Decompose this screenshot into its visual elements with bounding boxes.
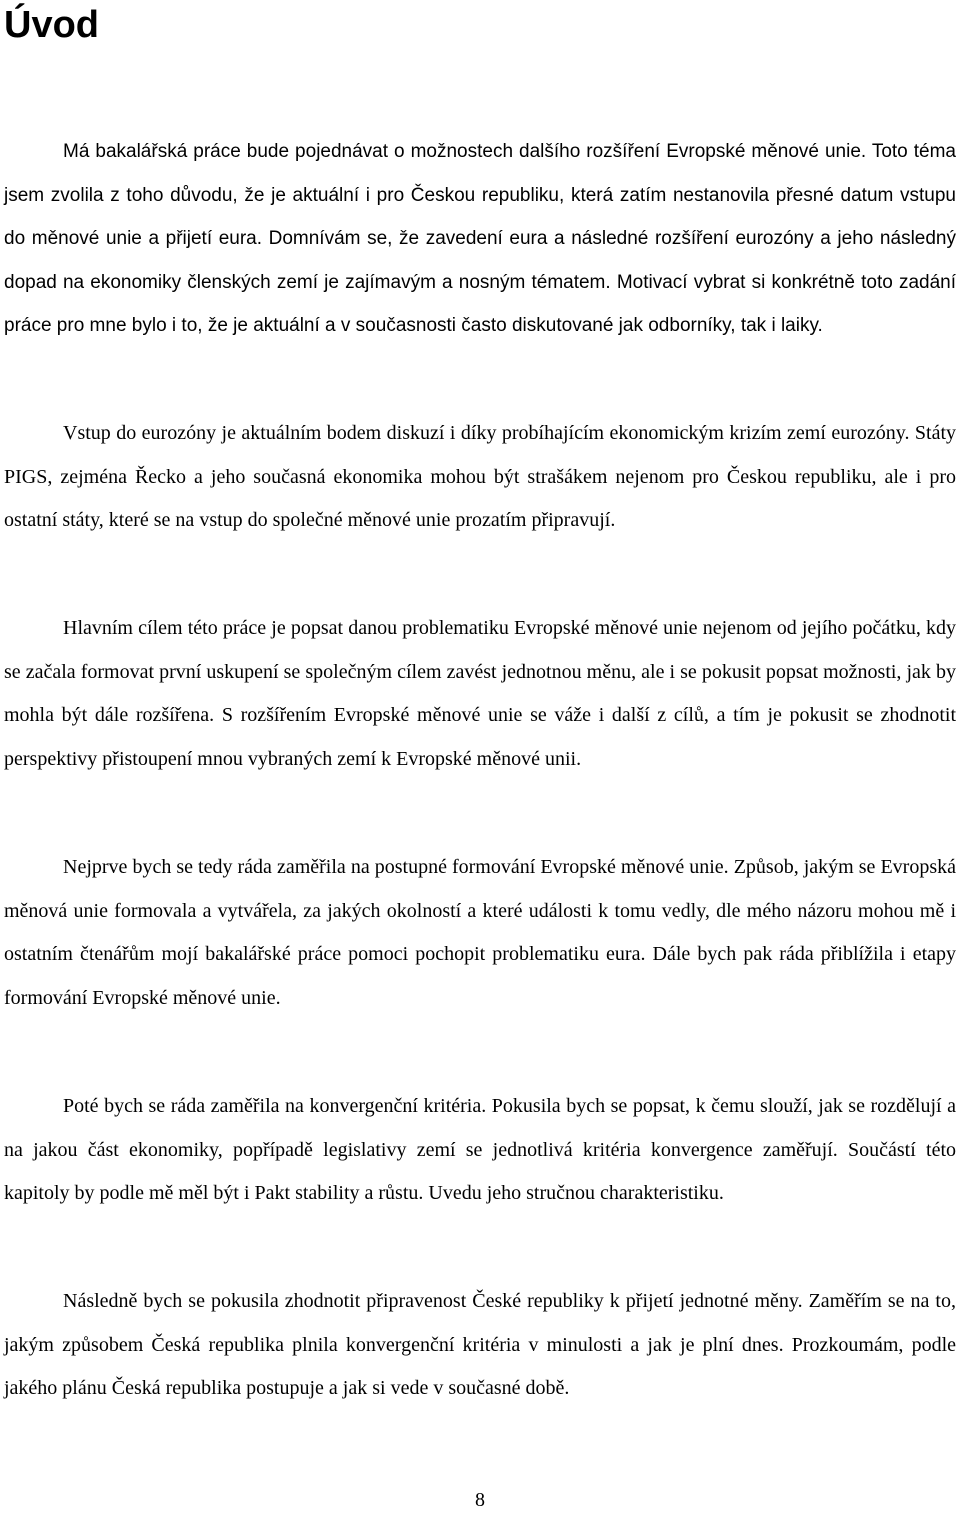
paragraph-intro: Má bakalářská práce bude pojednávat o možnostech dalšího rozšíření Evropské měnové unie. Toto téma jsem zvolila z toho důvodu, že je aktuální i pro Českou republiku, která zatím nestanovila přesné datum vstupu do měnové unie a přijetí eura. Domnívám se, že zavedení eura a následné rozšíření eurozóny a jeho následný dopad na ekonomiky členských zemí je zajímavým a nosným tématem. Motivací vybrat si konkrétně toto zadání práce pro mne bylo i to, že je aktuální a v současnosti často diskutované jak odborníky, tak i laiky.	[4, 141, 956, 336]
paragraph-czech-readiness: Následně bych se pokusila zhodnotit připravenost České republiky k přijetí jednotné měny. Zaměřím se na to, jakým způsobem Česká republika plnila konvergenční kritéria v minulosti a jak je plní dnes. Prozkoumám, podle jakého plánu Česká republika postupuje a jak si vede v současné době.	[4, 1290, 956, 1399]
page-number: 8	[475, 1489, 485, 1511]
paragraph-eurozone-entry: Vstup do eurozóny je aktuálním bodem diskuzí i díky probíhajícím ekonomickým krizím zemí eurozóny. Státy PIGS, zejména Řecko a jeho současná ekonomika mohou být strašákem nejenom pro Českou republiku, ale i pro ostatní státy, které se na vstup do společné měnové unie prozatím připravují.	[4, 422, 956, 531]
paragraph-convergence-criteria: Poté bych se ráda zaměřila na konvergenční kritéria. Pokusila bych se popsat, k čemu slouží, jak se rozdělují a na jakou část ekonomiky, popřípadě legislativy zemí se jednotlivá kritéria konvergence zaměřují. Součástí této kapitoly by podle mě měl být i Pakt stability a růstu. Uvedu jeho stručnou charakteristiku.	[4, 1095, 956, 1204]
page-title: Úvod	[4, 4, 99, 46]
paragraph-emu-formation: Nejprve bych se tedy ráda zaměřila na postupné formování Evropské měnové unie. Způsob, jakým se Evropská měnová unie formovala a vytvářela, za jakých okolností a které události k tomu vedly, dle mého názoru mohou mě i ostatním čtenářům mojí bakalářské práce pomoci pochopit problematiku eura. Dále bych pak ráda přiblížila i etapy formování Evropské měnové unie.	[4, 856, 956, 1009]
paragraph-main-goal: Hlavním cílem této práce je popsat danou problematiku Evropské měnové unie nejenom od jejího počátku, kdy se začala formovat první uskupení se společným cílem zavést jednotnou měnu, ale i se pokusit popsat možnosti, jak by mohla být dále rozšířena. S rozšířením Evropské měnové unie se váže i další z cílů, a tím je pokusit se zhodnotit perspektivy přistoupení mnou vybraných zemí k Evropské měnové unii.	[4, 617, 956, 770]
